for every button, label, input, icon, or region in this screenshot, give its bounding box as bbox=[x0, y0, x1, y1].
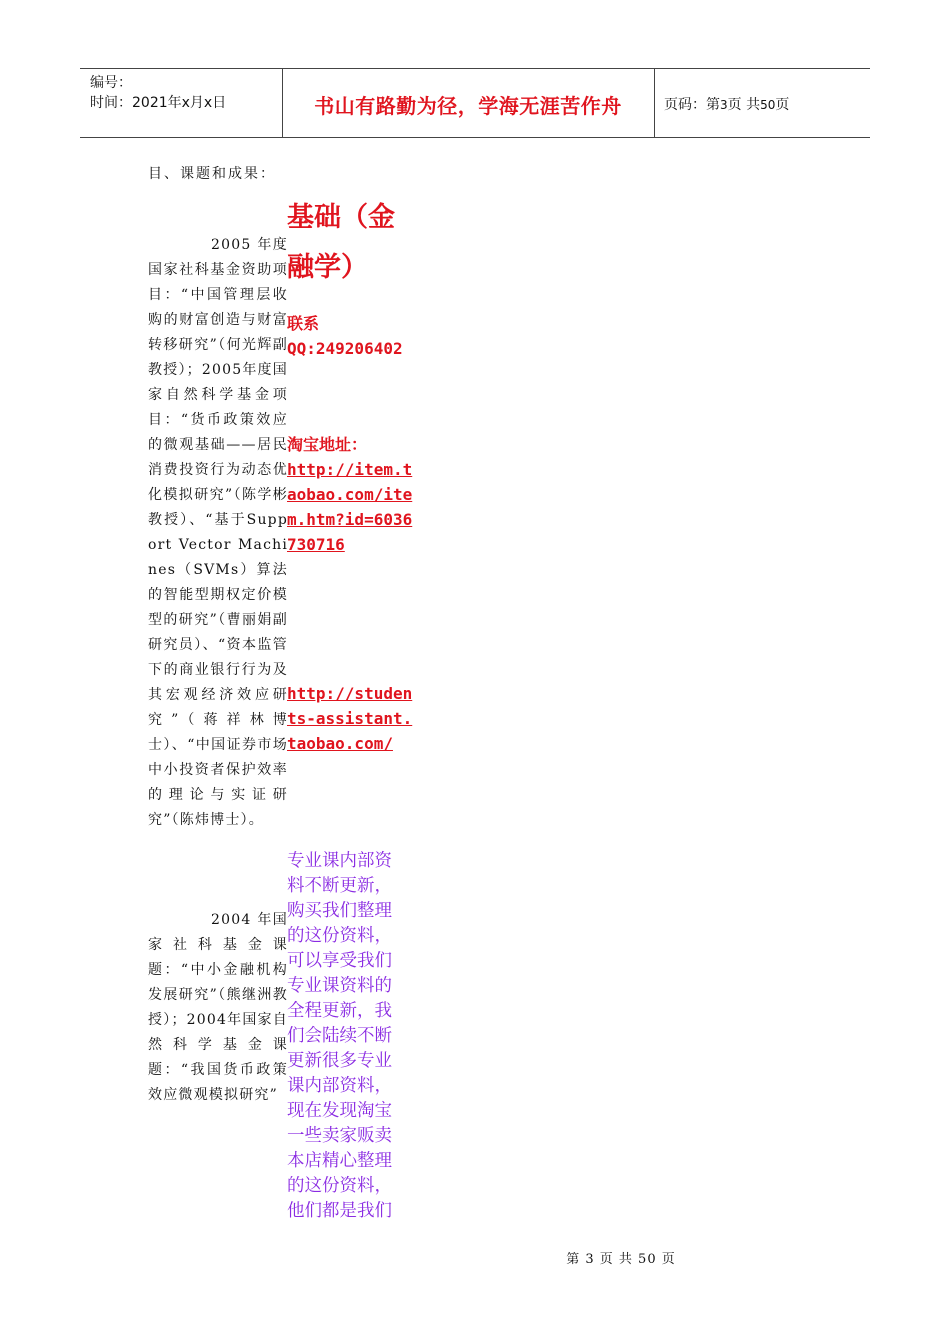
header-divider bbox=[654, 69, 655, 137]
shop-link[interactable]: http://students-assistant.taobao.com/ bbox=[287, 684, 413, 753]
header-motto: 书山有路勤为径，学海无涯苦作舟 bbox=[314, 94, 622, 118]
section-subheading: 目、课题和成果： bbox=[148, 166, 276, 182]
contact-label: 联系 bbox=[287, 314, 320, 333]
page-mid: 页 共 bbox=[727, 97, 761, 113]
header-meta bbox=[90, 73, 226, 113]
taobao-label: 淘宝地址： bbox=[287, 435, 368, 454]
page-prefix: 页码：第 bbox=[664, 97, 720, 113]
qq-number: QQ:249206402 bbox=[287, 339, 403, 358]
taobao-item-link[interactable]: http://item.taobao.com/item.htm?id=6036730716 bbox=[287, 460, 413, 554]
promo-text: 专业课内部资料不断更新，购买我们整理的这份资料，可以享受我们专业课资料的全程更新，我们会陆续不断更新很多专业课内部资料，现在发现淘宝一些卖家贩卖本店精心整理的这份资料，他们都是我们 bbox=[287, 851, 392, 1221]
page-suffix: 页 bbox=[775, 97, 790, 113]
page-header bbox=[80, 68, 870, 138]
number-label: 编号： bbox=[90, 75, 132, 91]
big-red-title: 基础（金融学） bbox=[287, 202, 395, 283]
paragraph-2005: 2005 年度国家社科基金资助项目：“中国管理层收购的财富创造与财富转移研究”（何光辉副教授）；2005年度国家自然科学基金项目：“货币政策效应的微观基础——居民消费投资行为动态优化模拟研究”（陈学彬教授）、“基于Support Vector Machines（SVMs）算法的智能型期权定价模型的研究”（曹丽娟副研究员）、“资本监管下的商业银行行为及其宏观经济效应研究”（蒋祥林博士）、“中国证券市场中小投资者保护效率的理论与实证研究”（陈炜博士）。 bbox=[148, 237, 288, 828]
time-label: 时间：2021年x月x日 bbox=[90, 95, 227, 111]
paragraph-2004: 2004 年国家社科基金课题：“中小金融机构发展研究”（熊继洲教授）；2004年国家自然科学基金课题：“我国货币政策效应微观模拟研究” bbox=[148, 912, 288, 1103]
page-number: 3 bbox=[720, 98, 728, 112]
page-footer: 第 3 页 共 50 页 bbox=[566, 1252, 676, 1267]
taobao-block bbox=[287, 432, 415, 557]
body-text-column bbox=[148, 233, 288, 1108]
header-page-info bbox=[664, 94, 789, 114]
paragraph-gap bbox=[148, 833, 288, 908]
page-total: 50 bbox=[760, 98, 776, 112]
contact-block bbox=[287, 311, 415, 361]
